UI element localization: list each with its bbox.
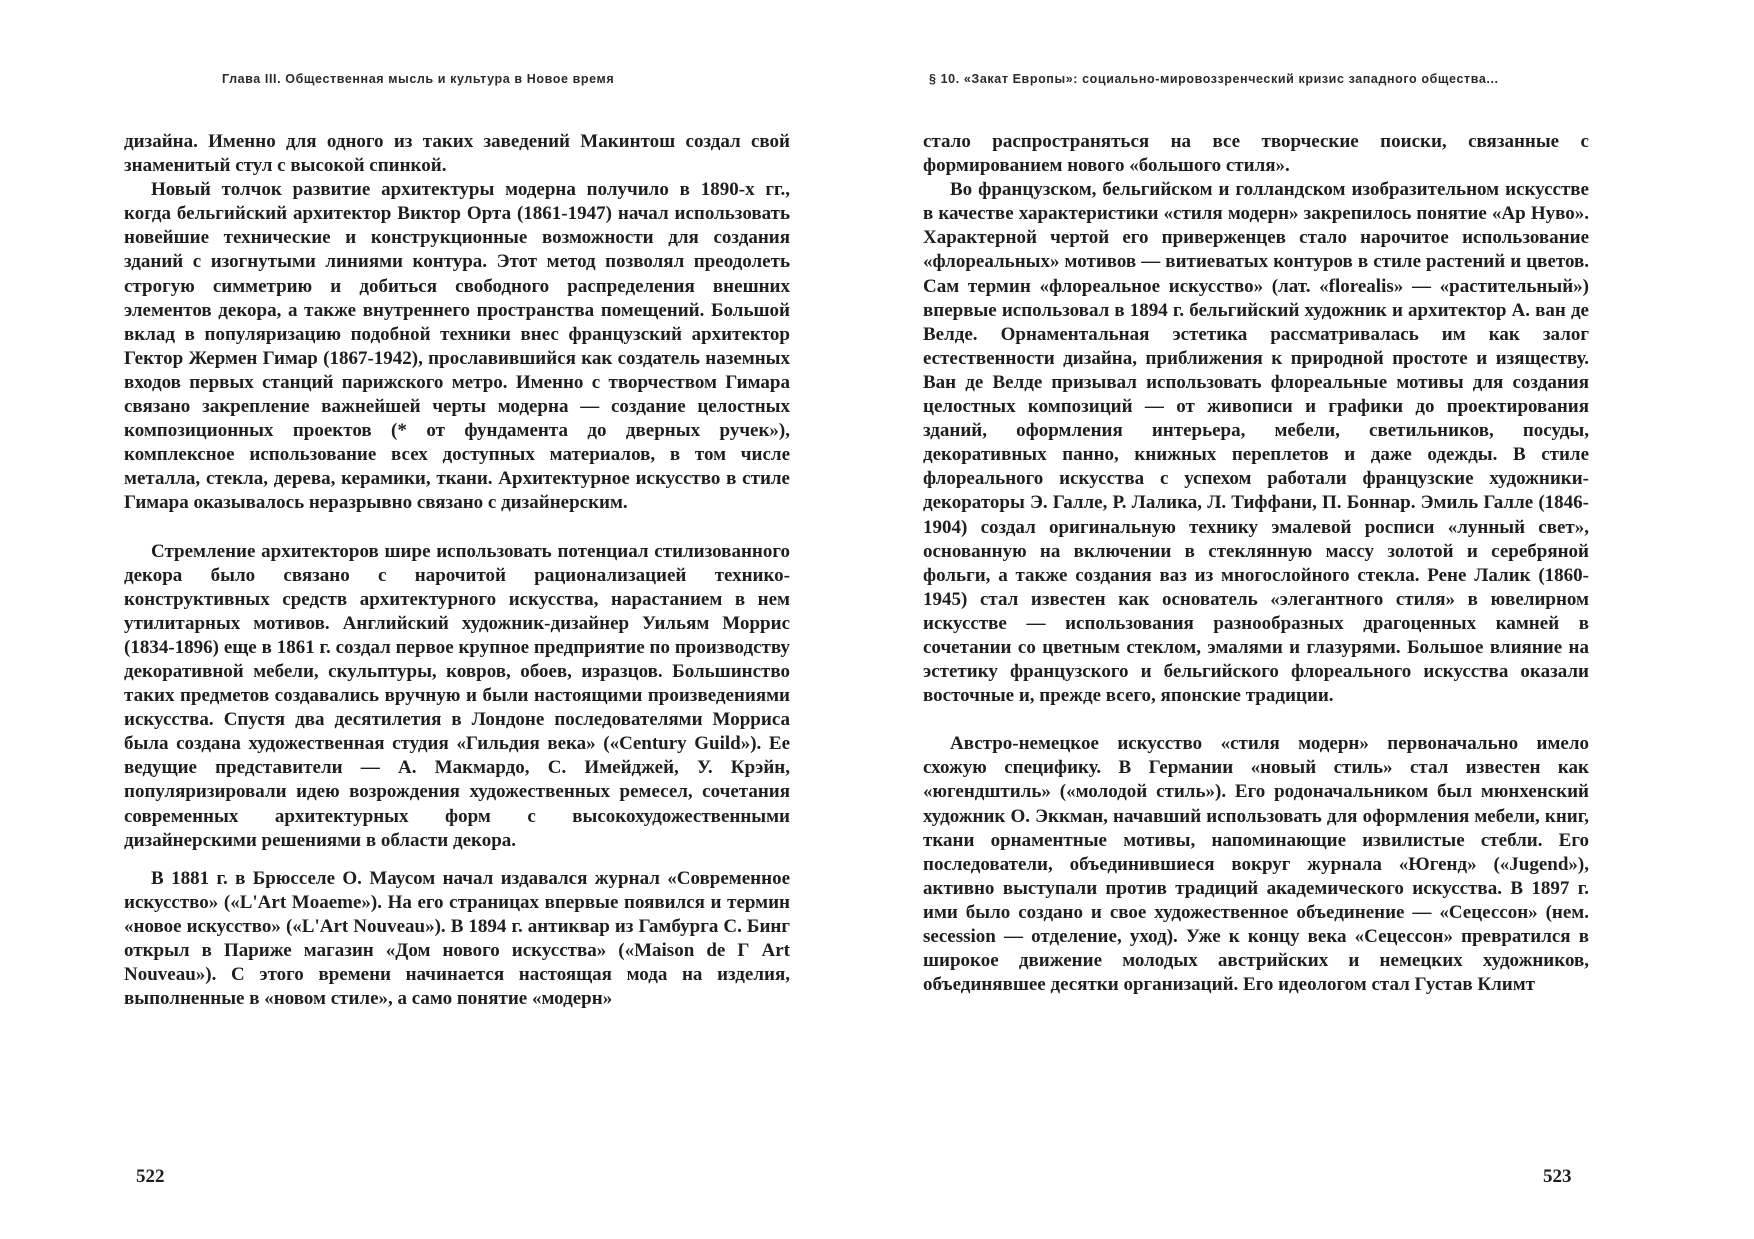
body-text — [124, 130, 790, 1011]
paragraph: Новый толчок развитие архитектуры модерна получило в 1890-х гг., когда бельгийский архитектор Виктор Орта (1861-1947) начал использовать новейшие технические и конструкционные возможности для создания зданий с изогнутыми линиями контура. Этот метод позволял преодолеть строгую симметрию и добиться свободного распределения внешних элементов декора, а также внутреннего пространства помещений. Большой вклад в популяризацию подобной техники внес французский архитектор Гектор Жермен Гимар (1867-1942), прославившийся как создатель наземных входов первых станций парижского метро. Именно с творчеством Гимара связано закрепление важнейшей черты модерна — создание целостных композиционных проектов (* от фундамента до дверных ручек»), комплексное использование всех доступных материалов, в том числе металла, стекла, дерева, керамики, ткани. Архитектурное искусство в стиле Гимара оказывалось неразрывно связано с дизайнерским. — [124, 179, 790, 514]
running-head: Глава III. Общественная мысль и культура в Новое время — [222, 72, 615, 86]
paragraph: В 1881 г. в Брюсселе О. Маусом начал издавался журнал «Современное искусство» («L'Art Moaeme»). На его страницах впервые появился и термин «новое искусство» («L'Art Nouveau»). В 1894 г. антиквар из Гамбурга С. Бинг открыл в Париже магазин «Дом нового искусства» («Maison de Г Art Nouveau»). С этого времени начинается настоящая мода на изделия, выполненные в «новом стиле», а само понятие «модерн» — [124, 867, 790, 1010]
page-number: 522 — [136, 1166, 165, 1187]
paragraph: Стремление архитекторов шире использовать потенциал стилизованного декора было связано с нарочитой рационализацией технико-конструктивных средств архитектурного искусства, нарастанием в нем утилитарных мотивов. Английский художник-дизайнер Уильям Моррис (1834-1896) еще в 1861 г. создал первое крупное предприятие по производству декоративной мебели, скульптуры, ковров, обоев, изразцов. Большинство таких предметов создавались вручную и были настоящими произведениями искусства. Спустя два десятилетия в Лондоне последователями Морриса была создана художественная студия «Гильдия века» («Century Guild»). Ее ведущие представители — А. Макмардо, С. Имейджей, У. Крэйн, популяризировали идею возрождения художественных ремесел, сочетания современных архитектурных форм с высокохудожественными дизайнерскими решениями в области декора. — [124, 540, 790, 851]
paragraph: Австро-немецкое искусство «стиля модерн» первоначально имело схожую специфику. В Германии «новый стиль» стал известен как «югендштиль» («молодой стиль»). Его родоначальником был мюнхенский художник О. Эккман, начавший использовать для оформления мебели, книг, ткани орнаментные мотивы, напоминающие извилистые стебли. Его последователи, объединившиеся вокруг журнала «Югенд» («Jugend»), активно выступали против традиций академического искусства. В 1897 г. ими было создано и свое художественное объединение — «Сецессон» (нем. secession — отделение, уход). Уже к концу века «Сецессон» превратился в широкое движение молодых австрийских и немецких художников, объединявшее десятки организаций. Его идеологом стал Густав Климт — [923, 733, 1589, 996]
running-head: § 10. «Закат Европы»: социально-мировоззренческий кризис западного общества... — [929, 72, 1499, 86]
page-number: 523 — [1543, 1166, 1572, 1187]
body-text — [923, 130, 1589, 997]
paragraph: стало распространяться на все творческие поиски, связанные с формированием нового «большого стиля». — [923, 131, 1589, 177]
right-page — [877, 0, 1754, 1239]
paragraph: дизайна. Именно для одного из таких заведений Макинтош создал свой знаменитый стул с высокой спинкой. — [124, 131, 790, 177]
paragraph: Во французском, бельгийском и голландском изобразительном искусстве в качестве характеристики «стиля модерн» закрепилось понятие «Ар Нуво». Характерной чертой его приверженцев стало нарочитое использование «флореальных» мотивов — витиеватых контуров в стиле растений и цветов. Сам термин «флореальное искусство» (лат. «florealis» — «растительный») впервые использовал в 1894 г. бельгийский художник и архитектор А. ван де Велде. Орнаментальная эстетика рассматривалась им как залог естественности дизайна, приближения к природной простоте и изяществу. Ван де Велде призывал использовать флореальные мотивы для создания целостных композиций — от живописи и графики до проектирования зданий, оформления интерьера, мебели, светильников, посуды, декоративных панно, книжных переплетов и даже одежды. В стиле флореального искусства с успехом работали французские художники-декораторы Э. Галле, Р. Лалика, Л. Тиффани, П. Боннар. Эмиль Галле (1846-1904) создал оригинальную технику эмалевой росписи «лунный свет», основанную на включении в стеклянную массу золотой и серебряной фольги, а также создания ваз из многослойного стекла. Рене Лалик (1860-1945) стал известен как основатель «элегантного стиля» в ювелирном искусстве — использования разнообразных драгоценных камней в сочетании со цветным стеклом, эмалями и глазурями. Большое влияние на эстетику французского и бельгийского флореального искусства оказали восточные и, прежде всего, японские традиции. — [923, 179, 1589, 707]
